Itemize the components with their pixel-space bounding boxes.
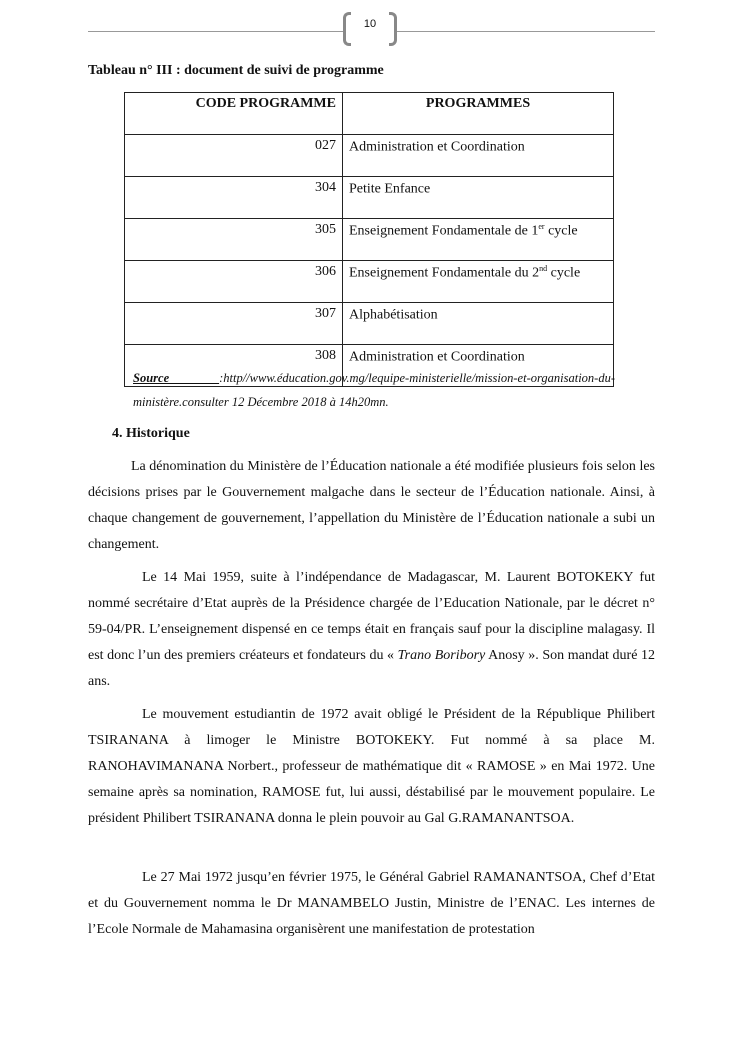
program-code: 307 [125,303,343,345]
paragraph: La dénomination du Ministère de l’Éducation nationale a été modifiée plusieurs fois selon les décisions prises par le Gouvernement malgache dans le secteur de l’Éducation nationale. Ainsi, à chaque changement de gouvernement, l’appellation du Ministère de l’Éducation nationale a subi un changement. [88,459,655,552]
program-label-tail: cycle [547,265,581,281]
program-code: 027 [125,135,343,177]
ordinal-suffix: er [538,222,545,231]
program-name [343,303,614,345]
paragraph [88,565,655,695]
table-header-row [125,93,614,135]
header-rule-right [397,31,655,32]
program-name [343,261,614,303]
program-code: 308 [125,345,343,387]
program-label: Alphabétisation [349,307,438,323]
table-row [125,219,614,261]
table-source [133,366,615,414]
program-name [343,135,614,177]
table-row [125,177,614,219]
program-name [343,219,614,261]
source-label: Source [133,371,220,385]
program-code: 305 [125,219,343,261]
header-rule-left [88,31,343,32]
program-label: Administration et Coordination [349,349,525,365]
program-label: Administration et Coordination [349,139,525,155]
column-header-programs: PROGRAMMES [343,93,614,135]
program-label-tail: cycle [544,223,578,239]
table-row [125,261,614,303]
program-label: Petite Enfance [349,181,431,197]
paragraph-italic: Trano Boribory [397,648,486,663]
source-text: :http//www.éducation.gov.mg/lequipe-ministerielle/mission-et-organisation-du-ministère.consulter 12 Décembre 2018 à 14h20mn. [133,371,615,409]
page-number: 10 [363,18,377,30]
program-label: Enseignement Fondamentale du 2 [349,265,540,281]
column-header-code: CODE PROGRAMME [125,93,343,135]
program-code: 304 [125,177,343,219]
table-row [125,135,614,177]
program-name [343,177,614,219]
ordinal-suffix: nd [539,264,548,273]
table-caption: Tableau n° III : document de suivi de programme [88,63,384,78]
program-label: Enseignement Fondamentale de 1 [349,223,539,239]
table-row [125,303,614,345]
paragraph-text: Anosy ». Son mandat duré 12 ans. [88,648,656,689]
paragraph: Le 27 Mai 1972 jusqu’en février 1975, le Général Gabriel RAMANANTSOA, Chef d’Etat et du Gouvernement nomma le Dr MANAMBELO Justin, Ministre de l’ENAC. Les internes de l’Ecole Normale de Mahamasina organisèrent une manifestation de protestation [88,870,655,937]
program-code: 306 [125,261,343,303]
program-table [124,92,614,387]
paragraph: Le mouvement estudiantin de 1972 avait obligé le Président de la République Philibert TSIRANANA à limoger le Ministre BOTOKEKY. Fut nommé à sa place M. RANOHAVIMANANA Norbert., professeur de mathématique dit « RAMOSE » en Mai 1972. Une semaine après sa nomination, RAMOSE fut, lui aussi, déstabilisé par le mouvement populaire. Le président Philibert TSIRANANA donna le plein pouvoir au Gal G.RAMANANTSOA. [88,707,655,826]
section-heading: 4. Historique [112,426,190,441]
paragraph-text: Le 14 Mai 1959, suite à l’indépendance de Madagascar, M. Laurent BOTOKEKY fut nommé secrétaire d’Etat auprès de la Présidence chargée de l’Education Nationale, par le décret n° 59-04/PR. L’enseignement dispensé en ce temps était en français sauf pour la discipline malagasy. Il est donc l’un des premiers créateurs et fondateurs du « [88,570,655,663]
